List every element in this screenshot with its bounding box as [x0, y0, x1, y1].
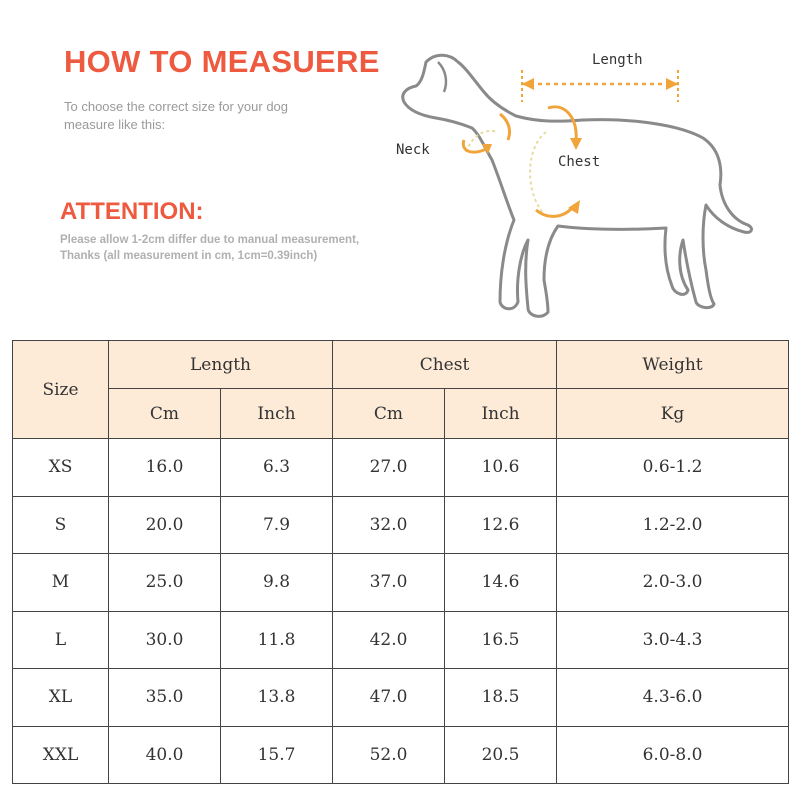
table-cell: 42.0	[333, 611, 445, 669]
page-title: HOW TO MEASUERE	[64, 44, 380, 79]
unit-header: Kg	[557, 389, 789, 439]
attention-note	[60, 232, 359, 264]
table-cell: 27.0	[333, 439, 445, 497]
table-cell: 7.9	[221, 496, 333, 554]
attention-heading: ATTENTION:	[60, 198, 204, 225]
table-cell: 12.6	[445, 496, 557, 554]
table-cell: 0.6-1.2	[557, 439, 789, 497]
size-chart-table	[12, 340, 789, 784]
unit-header: Inch	[445, 389, 557, 439]
table-cell: 10.6	[445, 439, 557, 497]
header-row-units	[13, 389, 789, 439]
size-cell: XL	[13, 669, 109, 727]
table-cell: 52.0	[333, 726, 445, 784]
table-cell: 20.0	[109, 496, 221, 554]
length-header: Length	[109, 341, 333, 389]
table-cell: 20.5	[445, 726, 557, 784]
table-cell: 4.3-6.0	[557, 669, 789, 727]
table-row	[13, 496, 789, 554]
size-cell: L	[13, 611, 109, 669]
table-cell: 32.0	[333, 496, 445, 554]
dog-measurement-diagram	[388, 40, 768, 330]
attention-note-line-1: Please allow 1-2cm differ due to manual measurement,	[60, 234, 360, 246]
size-cell: XS	[13, 439, 109, 497]
attention-note-line-2: Thanks (all measurement in cm, 1cm=0.39inch)	[60, 250, 318, 262]
table-cell: 1.2-2.0	[557, 496, 789, 554]
dog-silhouette-icon	[388, 40, 768, 330]
table-cell: 9.8	[221, 554, 333, 612]
table-cell: 25.0	[109, 554, 221, 612]
table-cell: 2.0-3.0	[557, 554, 789, 612]
chest-label: Chest	[558, 154, 601, 170]
size-cell: M	[13, 554, 109, 612]
table-cell: 6.0-8.0	[557, 726, 789, 784]
table-cell: 40.0	[109, 726, 221, 784]
unit-header: Inch	[221, 389, 333, 439]
table-cell: 6.3	[221, 439, 333, 497]
table-row	[13, 726, 789, 784]
table-cell: 11.8	[221, 611, 333, 669]
table-row	[13, 611, 789, 669]
table-row	[13, 439, 789, 497]
subtitle-line-1: To choose the correct size for your dog	[64, 99, 289, 114]
table-cell: 14.6	[445, 554, 557, 612]
header-row-groups	[13, 341, 789, 389]
neck-label: Neck	[396, 142, 430, 158]
table-cell: 47.0	[333, 669, 445, 727]
table-cell: 30.0	[109, 611, 221, 669]
table-cell: 37.0	[333, 554, 445, 612]
table-row	[13, 669, 789, 727]
size-cell: S	[13, 496, 109, 554]
table-cell: 18.5	[445, 669, 557, 727]
table-cell: 16.5	[445, 611, 557, 669]
size-cell: XXL	[13, 726, 109, 784]
length-label: Length	[592, 52, 643, 68]
subtitle	[64, 98, 364, 134]
table-row	[13, 554, 789, 612]
unit-header: Cm	[333, 389, 445, 439]
size-header: Size	[13, 341, 109, 439]
table-cell: 15.7	[221, 726, 333, 784]
table-cell: 3.0-4.3	[557, 611, 789, 669]
table-cell: 35.0	[109, 669, 221, 727]
table-cell: 13.8	[221, 669, 333, 727]
unit-header: Cm	[109, 389, 221, 439]
chest-header: Chest	[333, 341, 557, 389]
subtitle-line-2: measure like this:	[64, 117, 166, 132]
weight-header: Weight	[557, 341, 789, 389]
table-cell: 16.0	[109, 439, 221, 497]
